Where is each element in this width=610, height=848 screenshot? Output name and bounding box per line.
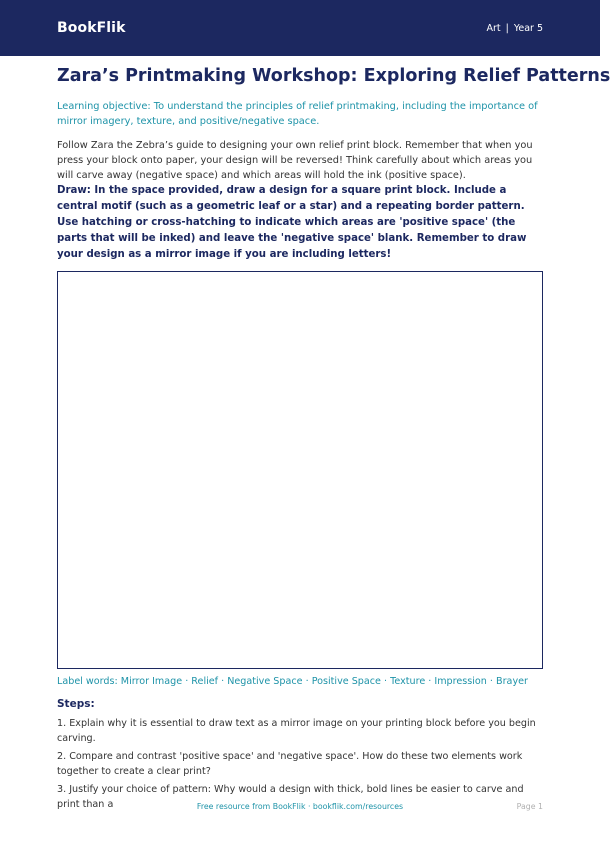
subject-label: Art bbox=[486, 22, 501, 34]
draw-instruction: Draw: In the space provided, draw a design for a square print block. Include a central motif (such as a geometric leaf or a star) and a repeating border pattern. Use hatching or cross-hatching to indicate which areas are 'positive space' (the parts that will be inked) and leave the 'negative space' blank. Remember to draw your design as a mirror image if you are including letters! bbox=[57, 185, 527, 260]
subject-year-label bbox=[486, 23, 543, 34]
page-title: Zara’s Printmaking Workshop: Exploring Relief Patterns bbox=[57, 66, 610, 86]
list-item: 3. Justify your choice of pattern: Why would a design with thick, bold lines be easier to carve and print than a bbox=[57, 784, 524, 810]
page-number: Page 1 bbox=[516, 802, 543, 811]
intro-paragraph: Follow Zara the Zebra’s guide to designing your own relief print block. Remember that when you press your block onto paper, your design will be reversed! Think carefully about which areas you will carve away (negative space) and which areas will hold the ink (positive space). bbox=[57, 140, 533, 181]
list-item: 1. Explain why it is essential to draw text as a mirror image on your printing block before you begin carving. bbox=[57, 718, 536, 744]
label-words: Label words: Mirror Image · Relief · Negative Space · Positive Space · Texture · Impression · Brayer bbox=[57, 676, 528, 687]
meta-separator: | bbox=[505, 22, 509, 34]
year-label: Year 5 bbox=[513, 22, 543, 34]
footer-resource-link[interactable]: Free resource from BookFlik · bookflik.com/resources bbox=[196, 802, 404, 811]
learning-objective: Learning objective: To understand the principles of relief printmaking, including the importance of mirror imagery, texture, and positive/negative space. bbox=[57, 101, 538, 127]
list-item: 2. Compare and contrast 'positive space' and 'negative space'. How do these two elements work together to create a clear print? bbox=[57, 751, 523, 777]
header-bar bbox=[0, 0, 600, 56]
steps-heading: Steps: bbox=[57, 698, 95, 710]
drawing-area[interactable] bbox=[57, 271, 543, 669]
brand-logo[interactable]: BookFlik bbox=[57, 20, 126, 36]
